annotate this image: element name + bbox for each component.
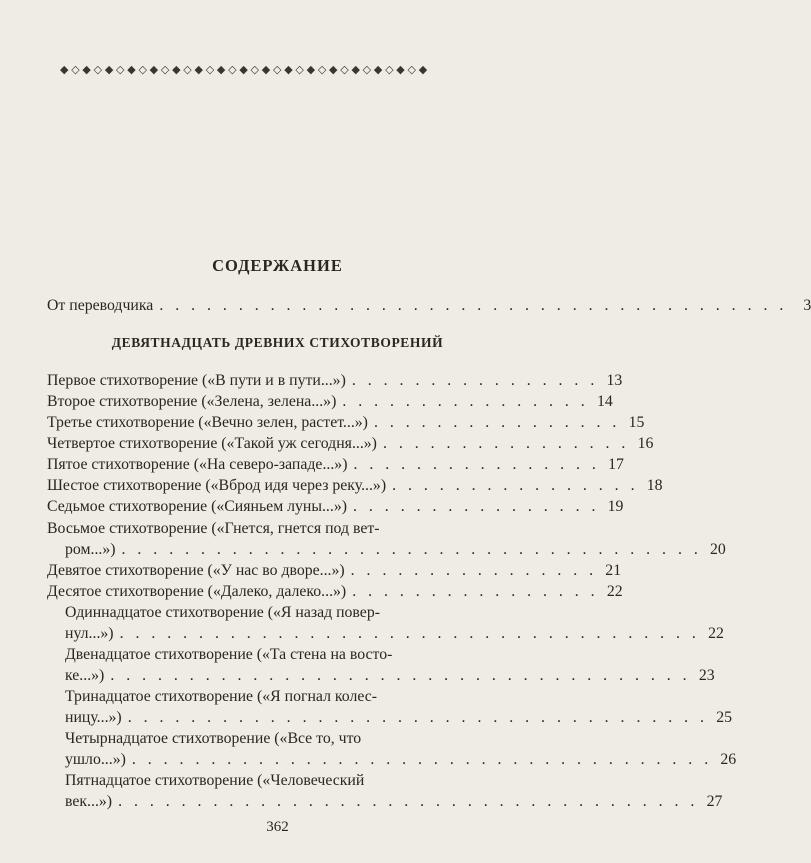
toc-entry-title: От переводчика <box>47 297 154 314</box>
toc-entry-line1 <box>47 603 487 623</box>
toc-entry <box>47 497 624 517</box>
toc-entry-page: 3 <box>803 297 811 314</box>
toc-entry-title-line1: Пятнадцатое стихотворение («Человеческий <box>65 772 365 789</box>
toc-entry <box>47 792 723 812</box>
toc-entry-title-line2: нул...») <box>65 625 114 642</box>
dot-leader: . . . . . . . . . . . . . . . . . . . . . . . . . . . . . . . . . . . . . <box>131 751 713 768</box>
toc-entry-title: Первое стихотворение («В пути и в пути...») <box>47 372 346 389</box>
dot-leader: . . . . . . . . . . . . . . . . <box>351 372 599 389</box>
toc-entry-page: 21 <box>605 562 622 579</box>
dot-leader: . . . . . . . . . . . . . . . . . . . . . . . . . . . . . . . . . . . . . <box>119 625 700 642</box>
toc-entry-page: 16 <box>637 435 654 452</box>
toc-entry-title-line1: Тринадцатое стихотворение («Я погнал колес- <box>65 688 378 705</box>
toc-entry-translator <box>47 296 811 316</box>
toc-entry-page: 22 <box>606 583 623 600</box>
toc-entry <box>47 708 732 728</box>
decorative-ornament-row <box>60 63 473 76</box>
toc-entry-page: 17 <box>608 456 624 473</box>
toc-entry-line1 <box>47 771 487 791</box>
ornament-text: ◆ ◇ ◆ ◇ ◆ ◇ ◆ ◇ ◆ ◇ ◆ ◇ ◆ ◇ ◆ ◇ ◆ ◇ ◆ ◇ ◆ ◇ ◆ ◇ ◆ ◇ ◆ ◇ ◆ ◇ ◆ ◇ ◆ <box>60 64 428 76</box>
toc-entry <box>47 371 623 391</box>
toc-entry <box>47 540 726 560</box>
toc-entry-title: Пятое стихотворение («На северо-западе...») <box>47 456 348 473</box>
toc-entry-title-line2: ницу...») <box>65 709 122 726</box>
toc-entry <box>47 561 622 581</box>
dot-leader: . . . . . . . . . . . . . . . . <box>350 562 598 579</box>
toc-entry-page: 19 <box>607 498 624 515</box>
dot-leader: . . . . . . . . . . . . . . . . . . . . . . . . . . . . . . . . . . . . . <box>121 541 702 558</box>
toc-entry-title-line1: Одиннадцатое стихотворение («Я назад повер- <box>65 604 380 621</box>
toc-entry-title-line2: век...») <box>65 793 113 810</box>
dot-leader: . . . . . . . . . . . . . . . . . . . . . . . . . . . . . . . . . . . . . . . . <box>159 297 788 314</box>
toc-entry-page: 23 <box>698 667 715 684</box>
dot-leader: . . . . . . . . . . . . . . . . <box>353 498 600 515</box>
toc-entry-page: 14 <box>596 393 613 410</box>
toc-entry-title: Седьмое стихотворение («Сияньем луны...») <box>47 498 347 515</box>
toc-entry-page: 18 <box>646 477 663 494</box>
toc-entry-title: Четвертое стихотворение («Такой уж сегодня...») <box>47 435 377 452</box>
toc-entry-line1 <box>47 729 487 749</box>
toc-entry <box>47 582 623 602</box>
dot-leader: . . . . . . . . . . . . . . . . <box>373 414 621 431</box>
toc-entry-line1 <box>47 687 487 707</box>
toc-entry <box>47 476 663 496</box>
dot-leader: . . . . . . . . . . . . . . . . <box>382 435 630 452</box>
toc-entry-title-line1: Четырнадцатое стихотворение («Все то, что <box>65 730 362 747</box>
toc-entry-page: 25 <box>716 709 732 726</box>
toc-entry <box>47 413 645 433</box>
toc-entry-title-line2: ушло...») <box>65 751 126 768</box>
toc-entry-page: 22 <box>708 625 724 642</box>
section-title: ДЕВЯТНАДЦАТЬ ДРЕВНИХ СТИХОТВОРЕНИЙ <box>111 335 444 350</box>
toc-entry-page: 27 <box>706 793 723 810</box>
toc-entry-title-line1: Двенадцатое стихотворение («Та стена на восто- <box>65 646 393 663</box>
contents-heading: СОДЕРЖАНИЕ <box>212 256 343 275</box>
toc-entry-title-line2: ке...») <box>65 667 105 684</box>
toc-entry-line1 <box>47 519 487 539</box>
toc-entry <box>47 624 724 644</box>
toc-entry-page: 26 <box>720 751 737 768</box>
toc-entry-line1 <box>47 645 487 665</box>
toc-entry-page: 15 <box>628 414 645 431</box>
dot-leader: . . . . . . . . . . . . . . . . . . . . . . . . . . . . . . . . . . . . . <box>118 793 699 810</box>
dot-leader: . . . . . . . . . . . . . . . . . . . . . . . . . . . . . . . . . . . . . <box>110 667 691 684</box>
toc-entry-title: Девятое стихотворение («У нас во дворе...») <box>47 562 345 579</box>
dot-leader: . . . . . . . . . . . . . . . . <box>353 456 600 473</box>
dot-leader: . . . . . . . . . . . . . . . . <box>392 477 639 494</box>
toc-entry <box>47 392 613 412</box>
toc-entry-title: Шестое стихотворение («Вброд идя через реку...») <box>47 477 387 494</box>
toc-entry-title-line2: ром...») <box>65 541 116 558</box>
dot-leader: . . . . . . . . . . . . . . . . <box>342 393 589 410</box>
dot-leader: . . . . . . . . . . . . . . . . <box>352 583 599 600</box>
toc-entry <box>47 666 715 686</box>
toc-entry-page: 20 <box>710 541 726 558</box>
toc-entry-title: Второе стихотворение («Зелена, зелена...») <box>47 393 337 410</box>
toc-entry-title-line1: Восьмое стихотворение («Гнется, гнется под вет- <box>47 520 380 537</box>
page-number: 362 <box>266 819 289 835</box>
toc-entry-title: Третье стихотворение («Вечно зелен, растет...») <box>47 414 368 431</box>
toc-entry-title: Десятое стихотворение («Далеко, далеко...») <box>47 583 347 600</box>
toc-entry <box>47 434 654 454</box>
toc-entry <box>47 750 737 770</box>
toc-entry <box>47 455 624 475</box>
toc-entry-page: 13 <box>606 372 623 389</box>
dot-leader: . . . . . . . . . . . . . . . . . . . . . . . . . . . . . . . . . . . . . <box>127 709 708 726</box>
